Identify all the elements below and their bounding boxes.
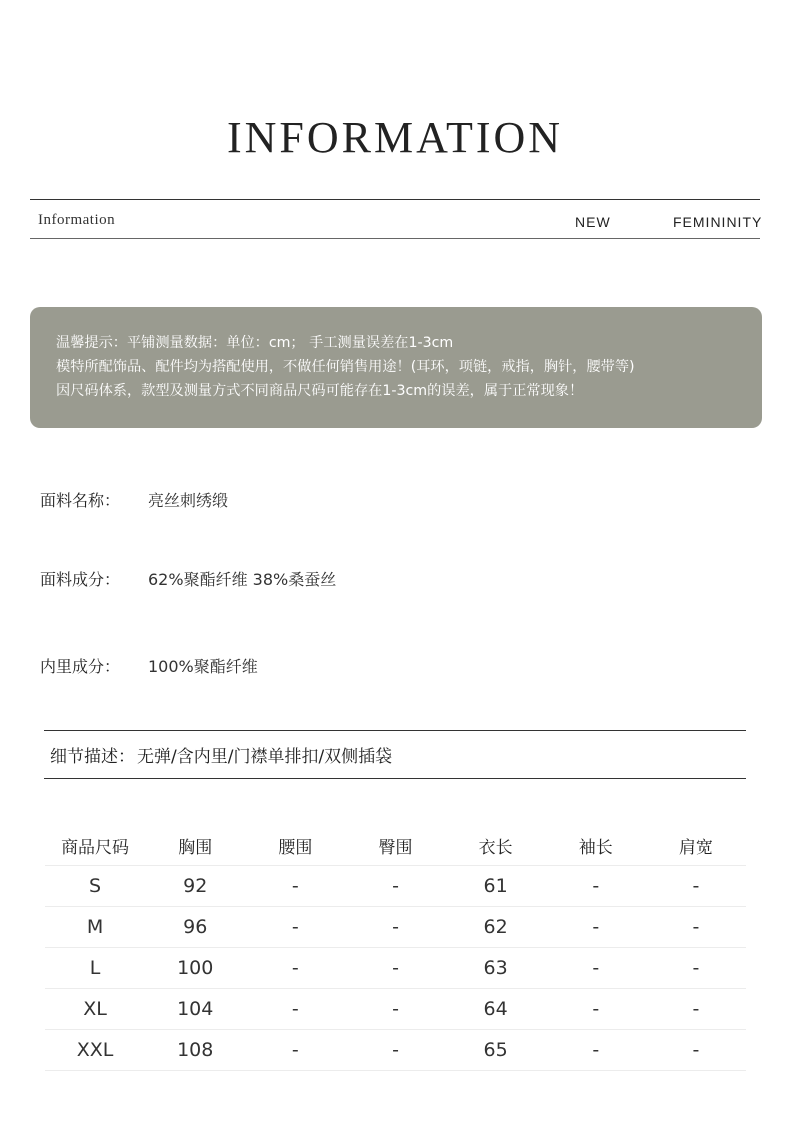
table-row [45, 1030, 746, 1071]
subheader-femininity: FEMININITY [673, 214, 763, 230]
header-sleeve: 袖长 [546, 825, 646, 866]
spec-value: 亮丝刺绣缎 [148, 491, 229, 510]
table-row [45, 866, 746, 907]
cell-bust: 108 [145, 1030, 245, 1071]
header-shoulder: 肩宽 [646, 825, 746, 866]
cell-hip: - [345, 948, 445, 989]
header-top-divider [30, 199, 760, 200]
page-title: INFORMATION [226, 113, 564, 162]
cell-bust: 104 [145, 989, 245, 1030]
cell-bust: 96 [145, 907, 245, 948]
cell-length: 63 [446, 948, 546, 989]
cell-hip: - [345, 1030, 445, 1071]
cell-waist: - [245, 948, 345, 989]
table-row [45, 989, 746, 1030]
cell-length: 62 [446, 907, 546, 948]
cell-bust: 92 [145, 866, 245, 907]
header-size: 商品尺码 [45, 825, 145, 866]
spec-fabric-name [40, 488, 228, 511]
cell-sleeve: - [546, 1030, 646, 1071]
cell-length: 65 [446, 1030, 546, 1071]
spec-fabric-composition [40, 567, 336, 590]
spec-lining-composition [40, 654, 258, 677]
table-row [45, 948, 746, 989]
cell-waist: - [245, 907, 345, 948]
notice-line-accessories: 模特所配饰品、配件均为搭配使用，不做任何销售用途！(耳环，项链，戒指，胸针，腰带等) [56, 359, 635, 375]
size-table [45, 825, 746, 1071]
cell-shoulder: - [646, 866, 746, 907]
cell-sleeve: - [546, 989, 646, 1030]
cell-sleeve: - [546, 866, 646, 907]
cell-size: L [45, 948, 145, 989]
cell-length: 64 [446, 989, 546, 1030]
table-row [45, 907, 746, 948]
details-top-divider [44, 730, 746, 731]
cell-shoulder: - [646, 989, 746, 1030]
cell-waist: - [245, 1030, 345, 1071]
cell-size: S [45, 866, 145, 907]
spec-label: 面料名称： [40, 491, 121, 510]
header-hip: 臀围 [345, 825, 445, 866]
spec-label: 细节描述： [50, 747, 135, 767]
cell-bust: 100 [145, 948, 245, 989]
header-bottom-divider [30, 238, 760, 239]
spec-value: 62%聚酯纤维 38%桑蚕丝 [148, 570, 337, 589]
cell-size: M [45, 907, 145, 948]
cell-hip: - [345, 866, 445, 907]
details-bottom-divider [44, 778, 746, 779]
cell-sleeve: - [546, 948, 646, 989]
subheader-new: NEW [575, 214, 611, 230]
cell-hip: - [345, 989, 445, 1030]
notice-box [30, 307, 762, 428]
spec-value: 100%聚酯纤维 [148, 657, 258, 676]
cell-length: 61 [446, 866, 546, 907]
cell-sleeve: - [546, 907, 646, 948]
cell-size: XL [45, 989, 145, 1030]
cell-hip: - [345, 907, 445, 948]
cell-waist: - [245, 866, 345, 907]
header-waist: 腰围 [245, 825, 345, 866]
spec-label: 内里成分： [40, 657, 121, 676]
cell-shoulder: - [646, 948, 746, 989]
header-bust: 胸围 [145, 825, 245, 866]
cell-size: XXL [45, 1030, 145, 1071]
spec-value: 无弹/含内里/门襟单排扣/双侧插袋 [137, 747, 393, 767]
notice-line-measurement: 温馨提示：平铺测量数据：单位：cm； 手工测量误差在1-3cm [56, 335, 454, 351]
cell-shoulder: - [646, 907, 746, 948]
size-table-header-row [45, 825, 746, 866]
cell-shoulder: - [646, 1030, 746, 1071]
notice-line-size-error: 因尺码体系，款型及测量方式不同商品尺码可能存在1-3cm的误差，属于正常现象！ [56, 383, 584, 399]
spec-details [50, 742, 392, 767]
cell-waist: - [245, 989, 345, 1030]
subheader-information: Information [38, 212, 116, 228]
spec-label: 面料成分： [40, 570, 121, 589]
header-length: 衣长 [446, 825, 546, 866]
